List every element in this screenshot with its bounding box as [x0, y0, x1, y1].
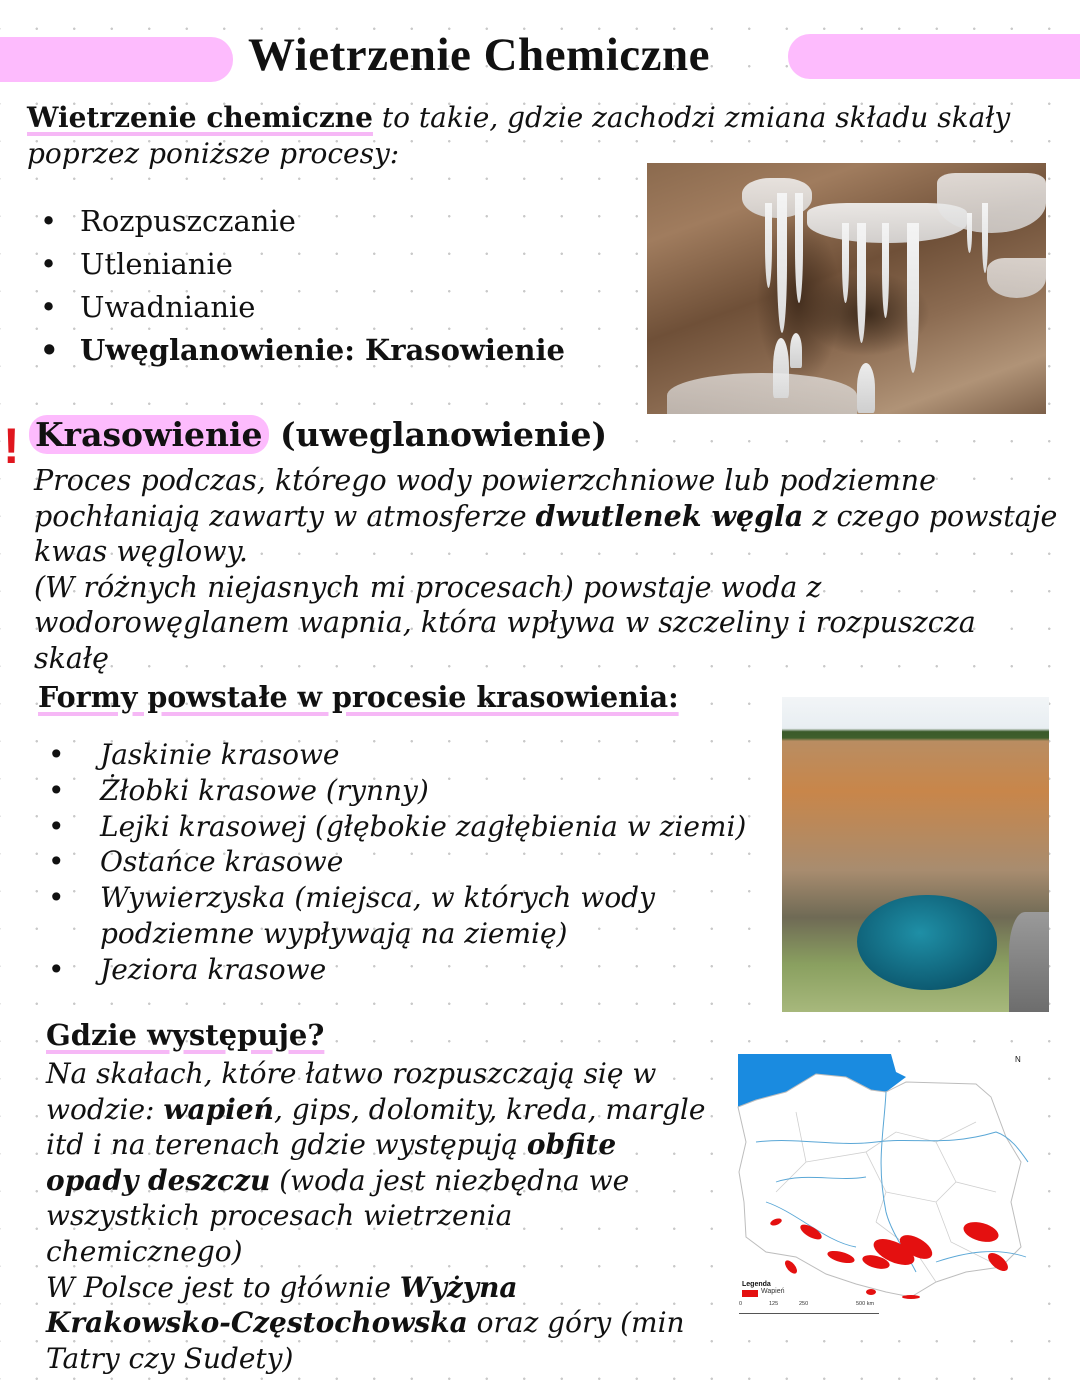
intro-paragraph: [27, 100, 1017, 172]
list-item: • Uwęglanowienie: Krasowienie: [40, 329, 565, 372]
stalactite: [967, 213, 972, 253]
stalagmite: [857, 363, 875, 413]
stalactite: [907, 223, 919, 373]
krasowienie-paragraph-2: (W różnych niejasnych mi procesach) powstaje woda z wodorowęglanem wapnia, która wpływa w szczeliny i rozpuszcza skałę: [34, 570, 976, 675]
map-legend-title: Legenda: [742, 1281, 771, 1288]
flowstone: [667, 373, 857, 414]
lake-water: [857, 895, 997, 990]
forms-list: [48, 737, 768, 988]
paragraph-emphasis: wapień: [163, 1092, 274, 1126]
list-item: • Jaskinie krasowe: [48, 737, 768, 773]
legend-swatch: [742, 1290, 758, 1297]
krasowienie-heading-highlight: Krasowienie: [29, 415, 269, 454]
krasowienie-description: [34, 463, 1064, 676]
scale-label: 250: [799, 1301, 809, 1307]
process-list: [40, 200, 565, 372]
list-item: • Żłobki krasowe (rynny): [48, 773, 768, 809]
title-decoration-left: [0, 37, 233, 82]
title-decoration-right: [788, 34, 1080, 79]
stalactite: [765, 203, 772, 288]
paragraph-emphasis: Wyżyna Krakowsko-Częstochowska: [46, 1270, 518, 1340]
page-title: Wietrzenie Chemiczne: [248, 29, 710, 81]
rock: [1009, 912, 1049, 1012]
stalactite: [795, 193, 803, 303]
list-item: • Wywierzyska (miejsca, w których wody podziemne wypływają na ziemię): [48, 880, 680, 952]
north-arrow-icon: N: [1015, 1055, 1021, 1064]
paragraph-text: Na skałach, które łatwo rozpuszczają się w wodzie:: [46, 1057, 657, 1126]
paragraph-text: oraz góry (min Tatry czy Sudety): [46, 1306, 685, 1375]
alert-icon: !: [3, 418, 20, 474]
scale-label: 500 km: [856, 1301, 875, 1307]
map-scale-bar: [739, 1301, 879, 1314]
paragraph-text: , gips, dolomity, kreda, margle itd i na terenach gdzie występują: [46, 1092, 706, 1162]
karst-lake-image: [782, 697, 1049, 1012]
intro-text: to takie, gdzie zachodzi zmiana składu skały poprzez poniższe procesy:: [27, 101, 1011, 170]
list-item: • Rozpuszczanie: [40, 200, 565, 243]
where-description: [46, 1056, 706, 1376]
limestone-areas: [769, 1217, 1011, 1299]
scale-label: 0: [739, 1301, 743, 1307]
stalactite: [937, 173, 1046, 233]
paragraph-emphasis: dwutlenek węgla: [535, 498, 804, 533]
krasowienie-heading-rest: (uweglanowienie): [268, 415, 608, 454]
stalactite: [987, 258, 1046, 298]
stalactite: [982, 203, 988, 273]
paragraph-text: W Polsce jest to głównie: [46, 1270, 400, 1304]
limestone-map: [736, 1052, 1032, 1322]
paragraph-emphasis: obfite opady deszczu: [46, 1128, 617, 1197]
krasowienie-paragraph-1: [34, 463, 1064, 570]
paragraph-text: z czego powstaje kwas węglowy.: [34, 499, 1058, 568]
scale-label: 125: [769, 1301, 779, 1307]
map-legend-label: Wapień: [761, 1288, 785, 1295]
cave-image: [647, 163, 1046, 414]
stalactite: [842, 223, 849, 303]
list-item: • Jeziora krasowe: [48, 952, 768, 988]
stalactite: [882, 223, 889, 318]
intro-term: Wietrzenie chemiczne: [27, 101, 373, 134]
forms-heading: Formy powstałe w procesie krasowienia:: [38, 680, 679, 714]
stalactite: [777, 193, 787, 333]
list-item: • Lejki krasowej (głębokie zagłębienia w ziemi): [48, 809, 768, 845]
stalagmite: [790, 333, 802, 368]
krasowienie-heading: [29, 412, 607, 458]
where-heading: Gdzie występuje?: [46, 1018, 325, 1052]
list-item: • Utlenianie: [40, 243, 565, 286]
list-item: • Uwadnianie: [40, 286, 565, 329]
paragraph-text: (woda jest niezbędna we wszystkich procesach wietrzenia chemicznego): [46, 1163, 630, 1268]
list-item: • Ostańce krasowe: [48, 844, 768, 880]
stalactite: [857, 223, 866, 343]
paragraph-text: Proces podczas, którego wody powierzchniowe lub podziemne pochłaniają zawarty w atmosferze: [34, 464, 936, 533]
poland-map-graphic: [736, 1052, 1032, 1322]
